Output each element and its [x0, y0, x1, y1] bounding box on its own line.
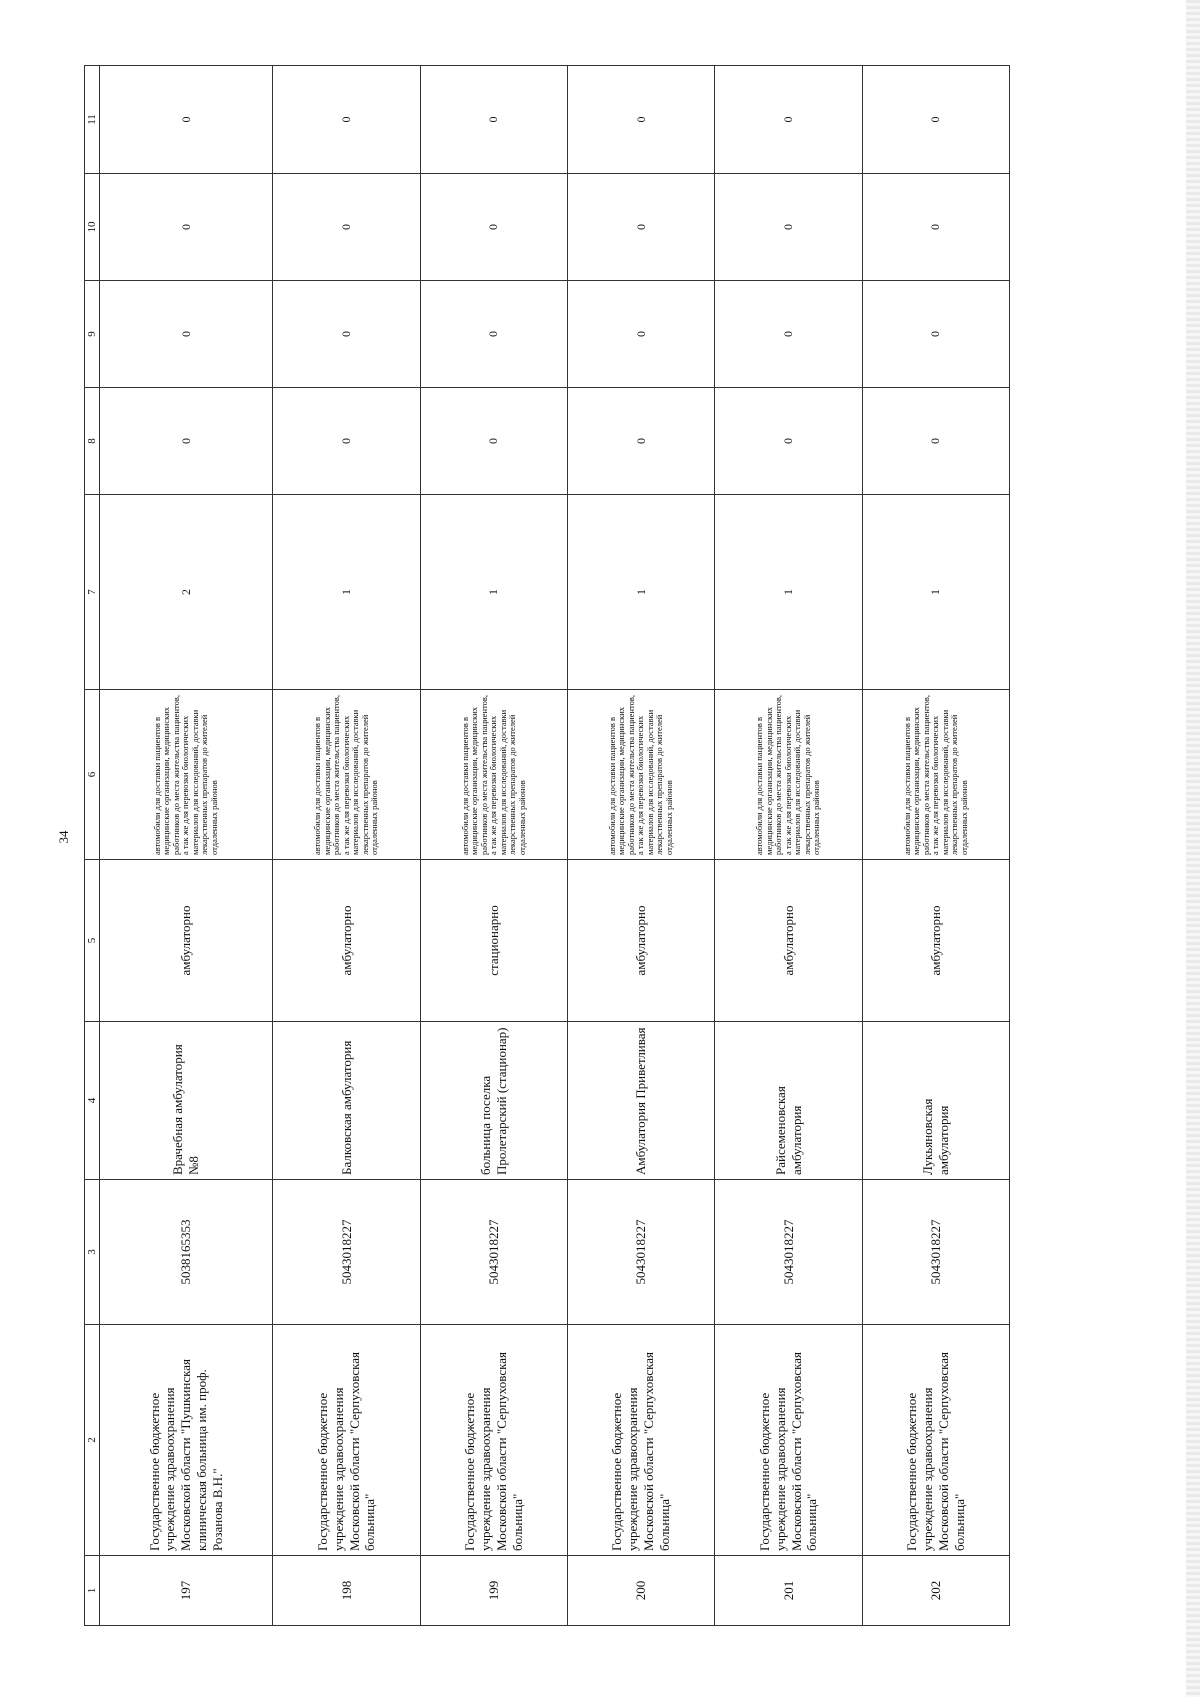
col8-value: 0: [862, 388, 1009, 495]
col10-value: 0: [420, 174, 567, 281]
vehicle-purpose: автомобили для доставки пациентов в медицинские организации, медицинских работников до места жительства пациентов, а так же для перевозки биологических материалов для исследований, доставки лекарственных препаратов до жителей отдаленных районов: [273, 690, 420, 860]
care-form: стационарно: [420, 860, 567, 1022]
inn: 5043018227: [862, 1180, 1009, 1325]
col9-value: 0: [862, 281, 1009, 388]
col8-value: 0: [568, 388, 715, 495]
col7-value: 1: [862, 495, 1009, 690]
col11-value: 0: [862, 66, 1009, 174]
unit-name: Амбулатория Приветливая: [568, 1022, 715, 1180]
vehicle-purpose: автомобили для доставки пациентов в медицинские организации, медицинских работников до места жительства пациентов, а так же для перевозки биологических материалов для исследований, доставки лекарственных препаратов до жителей отдаленных районов: [715, 690, 862, 860]
col7-value: 1: [715, 495, 862, 690]
col8-value: 0: [100, 388, 273, 495]
inn: 5043018227: [715, 1180, 862, 1325]
inn: 5038165353: [100, 1180, 273, 1325]
scan-edge: [1186, 0, 1200, 1697]
unit-name: Лукьяновская амбулатория: [862, 1022, 1009, 1180]
header-row: [85, 66, 100, 1626]
page-number: 34: [56, 830, 71, 844]
col9-value: 0: [273, 281, 420, 388]
vehicle-purpose: автомобили для доставки пациентов в медицинские организации, медицинских работников до места жительства пациентов, а так же для перевозки биологических материалов для исследований, доставки лекарственных препаратов до жителей отдаленных районов: [420, 690, 567, 860]
col9-value: 0: [568, 281, 715, 388]
organization-name: Государственное бюджетное учреждение здравоохранения Московской области "Серпуховская больница": [715, 1325, 862, 1556]
col9-value: 0: [715, 281, 862, 388]
vehicle-purpose: автомобили для доставки пациентов в медицинские организации, медицинских работников до места жительства пациентов, а так же для перевозки биологических материалов для исследований, доставки лекарственных препаратов до жителей отдаленных районов: [100, 690, 273, 860]
organization-name: Государственное бюджетное учреждение здравоохранения Московской области "Серпуховская больница": [420, 1325, 567, 1556]
table-row: [420, 66, 567, 1626]
unit-name: Балковская амбулатория: [273, 1022, 420, 1180]
vehicle-purpose: автомобили для доставки пациентов в медицинские организации, медицинских работников до места жительства пациентов, а так же для перевозки биологических материалов для исследований, доставки лекарственных препаратов до жителей отдаленных районов: [568, 690, 715, 860]
col7-value: 1: [273, 495, 420, 690]
vehicle-purpose: автомобили для доставки пациентов в медицинские организации, медицинских работников до места жительства пациентов, а так же для перевозки биологических материалов для исследований, доставки лекарственных препаратов до жителей отдаленных районов: [862, 690, 1009, 860]
table-row: [715, 66, 862, 1626]
organization-name: Государственное бюджетное учреждение здравоохранения Московской области "Серпуховская больница": [568, 1325, 715, 1556]
table-row: [568, 66, 715, 1626]
row-number: 200: [568, 1556, 715, 1626]
organization-name: Государственное бюджетное учреждение здравоохранения Московской области "Пушкинская клиническая больница им. проф. Розанова В.Н.": [100, 1325, 273, 1556]
col7-value: 1: [420, 495, 567, 690]
vehicles-table: [84, 65, 1010, 1626]
inn: 5043018227: [568, 1180, 715, 1325]
row-number: 197: [100, 1556, 273, 1626]
col11-value: 0: [273, 66, 420, 174]
col7-value: 1: [568, 495, 715, 690]
table-row: [273, 66, 420, 1626]
col11-value: 0: [100, 66, 273, 174]
col-header: 6: [85, 690, 100, 860]
col8-value: 0: [273, 388, 420, 495]
col-header: 3: [85, 1180, 100, 1325]
table-row: [100, 66, 273, 1626]
row-number: 198: [273, 1556, 420, 1626]
col8-value: 0: [715, 388, 862, 495]
col11-value: 0: [420, 66, 567, 174]
care-form: амбулаторно: [568, 860, 715, 1022]
col-header: 11: [85, 66, 100, 174]
col-header: 7: [85, 495, 100, 690]
care-form: амбулаторно: [100, 860, 273, 1022]
unit-name: Врачебная амбулатория №8: [100, 1022, 273, 1180]
col10-value: 0: [100, 174, 273, 281]
table-row: [862, 66, 1009, 1626]
care-form: амбулаторно: [862, 860, 1009, 1022]
col10-value: 0: [568, 174, 715, 281]
unit-name: Райсеменовская амбулатория: [715, 1022, 862, 1180]
col9-value: 0: [420, 281, 567, 388]
col10-value: 0: [715, 174, 862, 281]
col11-value: 0: [715, 66, 862, 174]
inn: 5043018227: [420, 1180, 567, 1325]
col-header: 2: [85, 1325, 100, 1556]
row-number: 201: [715, 1556, 862, 1626]
care-form: амбулаторно: [715, 860, 862, 1022]
col-header: 9: [85, 281, 100, 388]
col-header: 1: [85, 1556, 100, 1626]
col-header: 8: [85, 388, 100, 495]
unit-name: больница поселка Пролетарский (стационар): [420, 1022, 567, 1180]
organization-name: Государственное бюджетное учреждение здравоохранения Московской области "Серпуховская больница": [273, 1325, 420, 1556]
col8-value: 0: [420, 388, 567, 495]
organization-name: Государственное бюджетное учреждение здравоохранения Московской области "Серпуховская больница": [862, 1325, 1009, 1556]
col9-value: 0: [100, 281, 273, 388]
col10-value: 0: [273, 174, 420, 281]
col7-value: 2: [100, 495, 273, 690]
col-header: 4: [85, 1022, 100, 1180]
col10-value: 0: [862, 174, 1009, 281]
col-header: 10: [85, 174, 100, 281]
care-form: амбулаторно: [273, 860, 420, 1022]
row-number: 202: [862, 1556, 1009, 1626]
rotated-table-container: [84, 66, 1010, 1626]
col11-value: 0: [568, 66, 715, 174]
col-header: 5: [85, 860, 100, 1022]
row-number: 199: [420, 1556, 567, 1626]
inn: 5043018227: [273, 1180, 420, 1325]
